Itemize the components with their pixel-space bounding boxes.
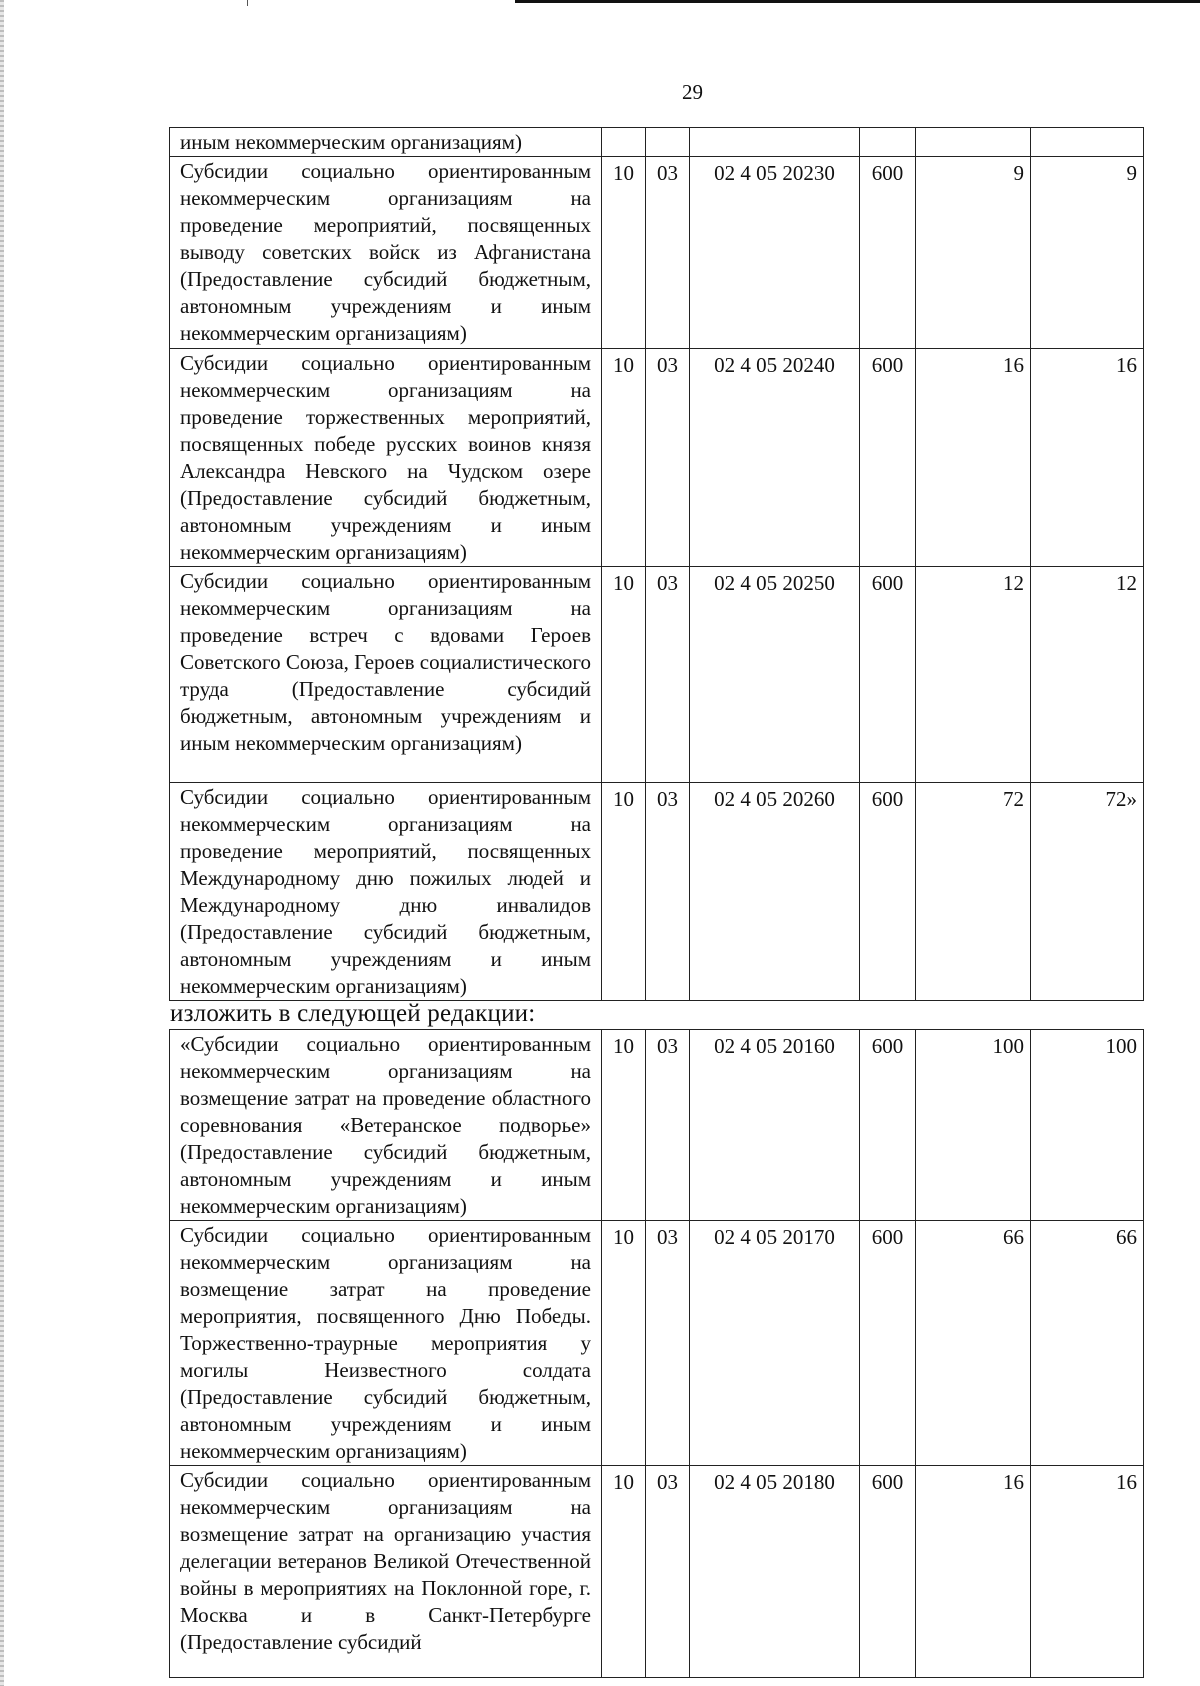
top-rule bbox=[515, 0, 1200, 3]
row-description: Субсидии социально ориентированным некоммерческим организациям на проведение мероприятий, посвященных выводу советских войск из Афганистана (Предоставление субсидий бюджетным, автономным учреждениям и иным некоммерческим организациям) bbox=[170, 157, 602, 349]
table-row bbox=[170, 157, 1144, 349]
budget-table-before bbox=[169, 127, 1144, 1001]
subsection-code bbox=[646, 128, 690, 157]
amount-1: 66 bbox=[916, 1221, 1031, 1466]
table-row bbox=[170, 1466, 1144, 1678]
amount-2: 100 bbox=[1031, 1030, 1144, 1221]
target-item-code: 02 4 05 20260 bbox=[690, 783, 860, 1001]
subsection-code: 03 bbox=[646, 1466, 690, 1678]
target-item-code: 02 4 05 20160 bbox=[690, 1030, 860, 1221]
subsection-code: 03 bbox=[646, 783, 690, 1001]
amount-2: 72» bbox=[1031, 783, 1144, 1001]
amount-1: 100 bbox=[916, 1030, 1031, 1221]
amount-1 bbox=[916, 128, 1031, 157]
amount-2 bbox=[1031, 128, 1144, 157]
section-code: 10 bbox=[602, 1221, 646, 1466]
page-number: 29 bbox=[682, 80, 703, 104]
section-code: 10 bbox=[602, 157, 646, 349]
section-code bbox=[602, 128, 646, 157]
table-row bbox=[170, 1030, 1144, 1221]
amount-2: 9 bbox=[1031, 157, 1144, 349]
table-row bbox=[170, 783, 1144, 1001]
subsection-code: 03 bbox=[646, 157, 690, 349]
amount-2: 16 bbox=[1031, 349, 1144, 567]
table-row bbox=[170, 567, 1144, 783]
row-description: Субсидии социально ориентированным некоммерческим организациям на возмещение затрат на проведение мероприятия, посвященного Дню Победы. Торжественно-траурные мероприятия у могилы Неизвестного солдата (Предоставление субсидий бюджетным, автономным учреждениям и иным некоммерческим организациям) bbox=[170, 1221, 602, 1466]
subsection-code: 03 bbox=[646, 567, 690, 783]
table-row bbox=[170, 349, 1144, 567]
target-item-code: 02 4 05 20230 bbox=[690, 157, 860, 349]
scan-edge bbox=[0, 0, 4, 1686]
section-code: 10 bbox=[602, 1030, 646, 1221]
expense-type-code: 600 bbox=[860, 1221, 916, 1466]
section-code: 10 bbox=[602, 783, 646, 1001]
expense-type-code: 600 bbox=[860, 1030, 916, 1221]
expense-type-code bbox=[860, 128, 916, 157]
section-heading: изложить в следующей редакции: bbox=[170, 1000, 536, 1027]
target-item-code: 02 4 05 20180 bbox=[690, 1466, 860, 1678]
subsection-code: 03 bbox=[646, 1221, 690, 1466]
subsection-code: 03 bbox=[646, 1030, 690, 1221]
amount-1: 16 bbox=[916, 349, 1031, 567]
amount-2: 12 bbox=[1031, 567, 1144, 783]
section-code: 10 bbox=[602, 349, 646, 567]
expense-type-code: 600 bbox=[860, 349, 916, 567]
budget-table-after bbox=[169, 1029, 1144, 1678]
row-description: Субсидии социально ориентированным некоммерческим организациям на проведение встреч с вдовами Героев Советского Союза, Героев социалистического труда (Предоставление субсидий бюджетным, автономным учреждениям и иным некоммерческим организациям) bbox=[170, 567, 602, 783]
table-row bbox=[170, 1221, 1144, 1466]
expense-type-code: 600 bbox=[860, 157, 916, 349]
section-code: 10 bbox=[602, 1466, 646, 1678]
amount-2: 66 bbox=[1031, 1221, 1144, 1466]
row-description: Субсидии социально ориентированным некоммерческим организациям на проведение торжественных мероприятий, посвященных победе русских воинов князя Александра Невского на Чудском озере (Предоставление субсидий бюджетным, автономным учреждениям и иным некоммерческим организациям) bbox=[170, 349, 602, 567]
row-description: «Субсидии социально ориентированным некоммерческим организациям на возмещение затрат на проведение областного соревнования «Ветеранское подворье» (Предоставление субсидий бюджетным, автономным учреждениям и иным некоммерческим организациям) bbox=[170, 1030, 602, 1221]
row-description: Субсидии социально ориентированным некоммерческим организациям на возмещение затрат на организацию участия делегации ветеранов Великой Отечественной войны в мероприятиях на Поклонной горе, г. Москва и в Санкт-Петербурге (Предоставление субсидий bbox=[170, 1466, 602, 1678]
expense-type-code: 600 bbox=[860, 1466, 916, 1678]
target-item-code: 02 4 05 20240 bbox=[690, 349, 860, 567]
scan-mark bbox=[247, 0, 248, 6]
amount-1: 12 bbox=[916, 567, 1031, 783]
row-description: Субсидии социально ориентированным некоммерческим организациям на проведение мероприятий, посвященных Международному дню пожилых людей и Международному дню инвалидов (Предоставление субсидий бюджетным, автономным учреждениям и иным некоммерческим организациям) bbox=[170, 783, 602, 1001]
amount-1: 9 bbox=[916, 157, 1031, 349]
table-row bbox=[170, 128, 1144, 157]
subsection-code: 03 bbox=[646, 349, 690, 567]
section-code: 10 bbox=[602, 567, 646, 783]
amount-2: 16 bbox=[1031, 1466, 1144, 1678]
target-item-code: 02 4 05 20250 bbox=[690, 567, 860, 783]
target-item-code bbox=[690, 128, 860, 157]
expense-type-code: 600 bbox=[860, 783, 916, 1001]
row-description: иным некоммерческим организациям) bbox=[170, 128, 602, 157]
target-item-code: 02 4 05 20170 bbox=[690, 1221, 860, 1466]
amount-1: 72 bbox=[916, 783, 1031, 1001]
amount-1: 16 bbox=[916, 1466, 1031, 1678]
expense-type-code: 600 bbox=[860, 567, 916, 783]
